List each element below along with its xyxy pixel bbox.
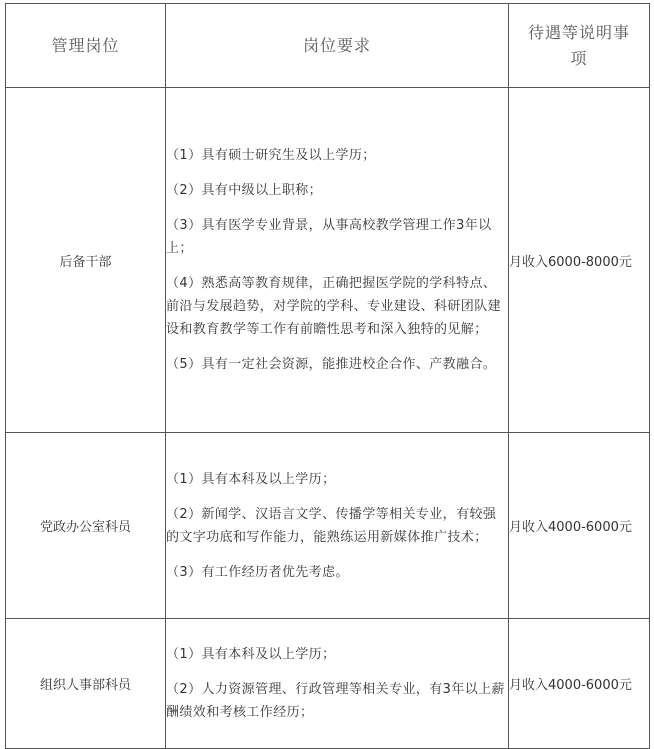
requirement-item: （2）新闻学、汉语言文学、传播学等相关专业，有较强的文字功底和写作能力，能熟练运用新媒体推广技术； xyxy=(166,506,497,545)
position-cell: 组织人事部科员 xyxy=(6,619,166,749)
requirements-cell xyxy=(166,433,509,619)
requirement-item: （1）具有本科及以上学历； xyxy=(166,471,336,487)
header-position xyxy=(6,4,166,88)
requirements-cell xyxy=(166,88,509,433)
requirement-item: （1）具有硕士研究生及以上学历； xyxy=(166,148,376,163)
salary-cell: 月收入4000-6000元 xyxy=(509,619,650,749)
header-position-label: 管理岗位 xyxy=(51,35,120,55)
table-row xyxy=(6,619,650,749)
header-row xyxy=(6,4,650,88)
header-salary xyxy=(509,4,650,88)
position-cell: 党政办公室科员 xyxy=(6,433,166,619)
requirement-item: （5）具有一定社会资源，能推进校企合作、产教融合。 xyxy=(166,357,497,372)
requirement-item: （3）具有医学专业背景，从事高校教学管理工作3年以上； xyxy=(166,218,492,256)
salary-cell: 月收入6000-8000元 xyxy=(509,88,650,433)
table-row xyxy=(6,433,650,619)
header-requirements xyxy=(166,4,509,88)
table-body xyxy=(6,88,650,749)
requirements-cell xyxy=(166,619,509,749)
position-cell: 后备干部 xyxy=(6,88,166,433)
salary-cell: 月收入4000-6000元 xyxy=(509,433,650,619)
table-header xyxy=(6,4,650,88)
header-requirements-label: 岗位要求 xyxy=(302,35,371,55)
job-requirements-table xyxy=(5,3,650,749)
requirement-item: （3）有工作经历者优先考虑。 xyxy=(166,564,349,580)
requirement-item: （4）熟悉高等教育规律，正确把握医学院的学科特点、前沿与发展趋势，对学院的学科、专业建设、科研团队建设和教育教学等工作有前瞻性思考和深入独特的见解； xyxy=(166,276,502,337)
table-row xyxy=(6,88,650,433)
header-salary-label: 待遇等说明事项 xyxy=(527,22,630,68)
requirement-item: （1）具有本科及以上学历； xyxy=(166,647,336,662)
requirement-item: （2）具有中级以上职称； xyxy=(166,183,323,198)
requirement-item: （2）人力资源管理、行政管理等相关专业，有3年以上薪酬绩效和考核工作经历； xyxy=(166,682,505,720)
